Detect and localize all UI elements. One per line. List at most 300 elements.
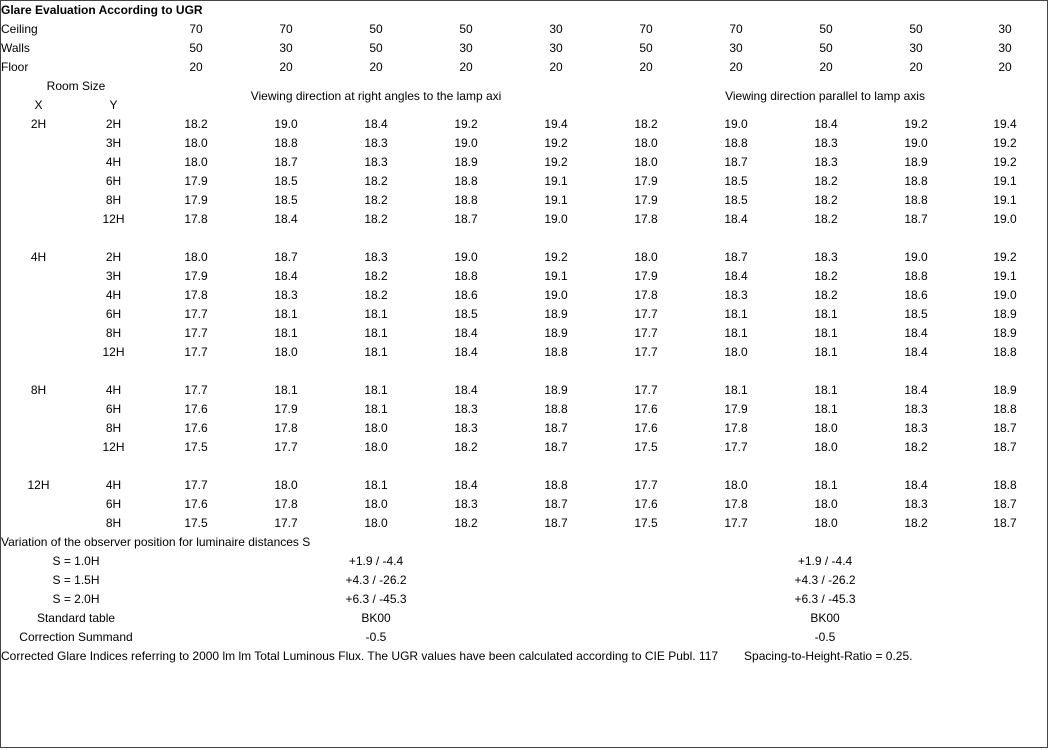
ugr-value: 18.7 [544,497,568,511]
ugr-value: 17.8 [274,497,298,511]
data-row [1,419,1049,438]
ugr-value: 18.8 [544,345,568,359]
ugr-value: 18.2 [814,269,838,283]
ugr-value: 19.0 [544,212,568,226]
ugr-value: 17.8 [724,421,748,435]
ugr-value: 18.4 [274,269,298,283]
ugr-value: 19.0 [454,250,478,264]
ugr-value: 18.3 [364,250,388,264]
variation-label: S = 1.5H [52,573,100,587]
ceiling-value-1: 70 [189,22,203,36]
ugr-value: 18.8 [993,478,1017,492]
variation-perp-value: +6.3 / -45.3 [345,592,407,606]
variation-perp-value: +4.3 / -26.2 [345,573,407,587]
ugr-value: 19.1 [993,174,1017,188]
ugr-value: 19.2 [904,117,928,131]
group-spacer-row [1,362,1049,381]
ugr-value: 18.2 [364,212,388,226]
ugr-value: 17.9 [634,193,658,207]
ugr-value: 18.4 [724,212,748,226]
surface-row-walls [1,39,1049,58]
ugr-value: 18.0 [184,155,208,169]
ugr-value: 18.1 [364,402,388,416]
ugr-value: 18.4 [454,383,478,397]
footnote-text: Corrected Glare Indices referring to 2000 lm lm Total Luminous Flux. The UGR values have been calculated according to CIE Publ. 117 [1,649,719,663]
surface-label-walls: Walls [1,41,30,55]
ugr-value: 17.8 [724,497,748,511]
ugr-value: 18.8 [904,269,928,283]
variation-par-value: +4.3 / -26.2 [794,573,856,587]
ugr-value: 19.2 [544,155,568,169]
ugr-value: 17.7 [634,478,658,492]
ugr-value: 18.9 [993,383,1017,397]
ugr-value: 18.2 [364,269,388,283]
ugr-value: 19.2 [993,250,1017,264]
ugr-value: 19.0 [904,136,928,150]
ugr-value: 19.1 [993,269,1017,283]
variation-header-row [1,533,1049,552]
data-row [1,305,1049,324]
ugr-value: 17.6 [634,402,658,416]
group-x-label: 4H [30,250,47,264]
ugr-value: 18.7 [993,516,1017,530]
ugr-value: 17.7 [184,307,208,321]
ugr-value: 18.4 [814,117,838,131]
group-x-spacer [1,495,76,514]
row-y-label: 3H [105,136,122,150]
ugr-value: 17.7 [724,516,748,530]
ugr-value: 17.7 [274,440,298,454]
ugr-value: 18.0 [634,250,658,264]
ugr-value: 18.7 [274,155,298,169]
ugr-value: 18.8 [274,136,298,150]
ugr-value: 18.5 [454,307,478,321]
ugr-value: 18.0 [814,440,838,454]
ugr-value: 18.2 [814,288,838,302]
ugr-value: 18.7 [544,421,568,435]
walls-value-1: 50 [189,41,203,55]
ugr-value: 18.8 [454,193,478,207]
ugr-value: 18.2 [184,117,208,131]
ugr-value: 17.5 [184,440,208,454]
walls-value-3: 50 [369,41,383,55]
ugr-value: 18.8 [544,402,568,416]
ugr-value: 17.9 [274,402,298,416]
ugr-value: 19.1 [993,193,1017,207]
row-y-label: 12H [102,212,125,226]
group-x-spacer [1,172,76,191]
axis-y-label: Y [109,98,118,112]
walls-value-8: 50 [819,41,833,55]
ugr-value: 18.1 [814,402,838,416]
ugr-value: 18.1 [274,307,298,321]
ugr-value: 18.3 [364,155,388,169]
walls-value-7: 30 [729,41,743,55]
surface-row-floor [1,58,1049,77]
ugr-value: 19.0 [454,136,478,150]
ugr-value: 18.0 [814,421,838,435]
ugr-value: 18.2 [904,516,928,530]
data-row [1,343,1049,362]
ugr-value: 18.7 [993,421,1017,435]
ugr-value: 18.3 [274,288,298,302]
ugr-value: 17.7 [274,516,298,530]
ugr-value: 18.7 [544,516,568,530]
ugr-value: 18.0 [364,516,388,530]
ugr-value: 19.1 [544,269,568,283]
group-x-spacer [1,419,76,438]
ugr-value: 18.8 [993,345,1017,359]
ugr-value: 18.0 [184,250,208,264]
ugr-value: 18.2 [634,117,658,131]
ugr-value: 17.8 [184,288,208,302]
ugr-value: 19.2 [454,117,478,131]
group-x-label: 12H [27,478,50,492]
ugr-value: 19.2 [544,250,568,264]
group-spacer-row [1,457,1049,476]
ugr-value: 19.1 [544,193,568,207]
ugr-value: 19.2 [544,136,568,150]
group-x-spacer [1,153,76,172]
data-row [1,115,1049,134]
ugr-value: 18.4 [904,478,928,492]
row-y-label: 8H [105,516,122,530]
row-y-label: 12H [102,440,125,454]
ugr-value: 17.6 [634,421,658,435]
floor-value-3: 20 [369,60,383,74]
footnote-cell [1,647,1049,666]
ugr-value: 18.5 [274,174,298,188]
data-row [1,286,1049,305]
ugr-value: 18.4 [724,269,748,283]
data-row [1,495,1049,514]
ugr-value: 17.7 [724,440,748,454]
ceiling-value-2: 70 [279,22,293,36]
ugr-value: 18.3 [904,402,928,416]
ugr-value: 17.7 [634,307,658,321]
ugr-value: 18.0 [634,155,658,169]
ugr-value: 18.3 [724,288,748,302]
ugr-value: 18.6 [904,288,928,302]
ugr-value: 19.0 [993,212,1017,226]
ugr-value: 17.8 [274,421,298,435]
ugr-value: 17.7 [184,478,208,492]
ceiling-value-5: 30 [549,22,563,36]
group-x-spacer [1,400,76,419]
data-row [1,210,1049,229]
data-row [1,248,1049,267]
ugr-value: 17.9 [724,402,748,416]
ugr-value: 18.5 [724,174,748,188]
variation-label: S = 1.0H [52,554,100,568]
ugr-value: 18.1 [274,383,298,397]
ugr-value: 17.7 [184,326,208,340]
ugr-value: 17.8 [184,212,208,226]
ugr-table [1,1,1049,666]
data-row [1,324,1049,343]
ugr-value: 18.3 [814,250,838,264]
group-x-label: 2H [30,117,47,131]
ugr-value: 18.7 [993,497,1017,511]
floor-value-4: 20 [459,60,473,74]
ugr-value: 18.9 [993,326,1017,340]
ugr-value: 18.7 [724,250,748,264]
page-title: Glare Evaluation According to UGR [1,3,203,17]
ugr-value: 18.3 [454,421,478,435]
data-row [1,172,1049,191]
ugr-value: 18.1 [724,383,748,397]
ugr-value: 18.1 [814,326,838,340]
ugr-value: 18.1 [364,307,388,321]
ugr-value: 17.7 [184,345,208,359]
variation-perp-value: +1.9 / -4.4 [348,554,404,568]
data-row [1,400,1049,419]
ugr-value: 18.3 [814,136,838,150]
floor-value-5: 20 [549,60,563,74]
ugr-value: 18.8 [724,136,748,150]
ugr-value: 18.9 [544,307,568,321]
ugr-value: 18.1 [364,383,388,397]
data-row [1,438,1049,457]
ugr-value: 18.0 [724,478,748,492]
ugr-value: 18.1 [814,345,838,359]
walls-value-5: 30 [549,41,563,55]
ugr-value: 18.1 [724,326,748,340]
ugr-value: 18.4 [904,383,928,397]
ugr-value: 19.2 [993,155,1017,169]
ugr-value: 17.7 [634,326,658,340]
ceiling-value-8: 50 [819,22,833,36]
ugr-value: 18.4 [904,326,928,340]
direction-header-parallel: Viewing direction parallel to lamp axis [725,88,925,103]
floor-value-2: 20 [279,60,293,74]
ugr-value: 19.0 [274,117,298,131]
ugr-value: 18.5 [274,193,298,207]
data-row [1,476,1049,495]
ugr-value: 18.2 [814,193,838,207]
ugr-value: 17.9 [184,193,208,207]
ugr-value: 18.2 [904,440,928,454]
data-row [1,381,1049,400]
ugr-value: 18.0 [814,497,838,511]
ugr-value: 18.3 [454,402,478,416]
group-x-spacer [1,210,76,229]
row-y-label: 6H [105,402,122,416]
floor-value-1: 20 [189,60,203,74]
group-x-spacer [1,191,76,210]
ugr-value: 18.5 [724,193,748,207]
ugr-value: 18.3 [904,497,928,511]
row-y-label: 4H [105,288,122,302]
ugr-value: 18.3 [814,155,838,169]
data-row [1,267,1049,286]
ugr-value: 18.5 [904,307,928,321]
standard-table-perp: BK00 [361,611,391,625]
ugr-value: 18.8 [993,402,1017,416]
data-row [1,191,1049,210]
ugr-value: 18.1 [364,345,388,359]
walls-value-4: 30 [459,41,473,55]
ugr-value: 18.1 [364,326,388,340]
ceiling-value-6: 70 [639,22,653,36]
ugr-value: 18.2 [364,174,388,188]
ugr-value: 17.8 [634,288,658,302]
ugr-value: 18.8 [544,478,568,492]
ugr-value: 18.0 [364,421,388,435]
ugr-value: 18.1 [724,307,748,321]
ugr-value: 18.4 [454,326,478,340]
ugr-value: 18.6 [454,288,478,302]
ugr-value: 18.7 [544,440,568,454]
ugr-value: 18.0 [724,345,748,359]
ceiling-value-7: 70 [729,22,743,36]
floor-value-7: 20 [729,60,743,74]
ugr-value: 17.6 [184,421,208,435]
ugr-value: 18.0 [184,136,208,150]
walls-value-9: 30 [909,41,923,55]
row-y-label: 8H [105,326,122,340]
row-y-label: 6H [105,307,122,321]
ugr-value: 18.7 [274,250,298,264]
ugr-value: 18.7 [993,440,1017,454]
row-y-label: 2H [105,250,122,264]
data-row [1,514,1049,533]
ugr-value: 18.8 [454,269,478,283]
group-x-label: 8H [30,383,47,397]
row-y-label: 8H [105,193,122,207]
data-row [1,153,1049,172]
surface-label-ceiling: Ceiling [1,22,38,36]
ugr-value: 18.7 [724,155,748,169]
group-x-spacer [1,343,76,362]
footnote-row [1,647,1049,666]
row-y-label: 4H [105,478,122,492]
ugr-value: 17.5 [634,516,658,530]
ugr-value: 19.0 [993,288,1017,302]
ugr-value: 18.0 [274,478,298,492]
ugr-value: 17.6 [184,402,208,416]
ugr-value: 19.1 [544,174,568,188]
variation-par-value: +1.9 / -4.4 [797,554,853,568]
ugr-value: 19.4 [993,117,1017,131]
group-x-spacer [1,514,76,533]
ugr-value: 18.4 [364,117,388,131]
row-y-label: 2H [105,117,122,131]
ugr-value: 18.4 [454,478,478,492]
variation-label: S = 2.0H [52,592,100,606]
group-x-spacer [1,267,76,286]
ugr-value: 18.2 [814,174,838,188]
floor-value-6: 20 [639,60,653,74]
walls-value-2: 30 [279,41,293,55]
ugr-value: 17.9 [184,269,208,283]
correction-summand-label: Correction Summand [19,630,133,644]
ugr-value: 18.4 [274,212,298,226]
ugr-value: 18.8 [904,174,928,188]
correction-summand-perp: -0.5 [365,630,387,644]
floor-value-8: 20 [819,60,833,74]
ceiling-value-4: 50 [459,22,473,36]
row-y-label: 4H [105,155,122,169]
standard-table-label: Standard table [36,611,116,625]
ugr-value: 18.0 [634,136,658,150]
row-y-label: 6H [105,497,122,511]
ugr-value: 19.0 [544,288,568,302]
ugr-value: 18.9 [904,155,928,169]
ugr-value: 18.9 [993,307,1017,321]
ugr-value: 18.4 [904,345,928,359]
variation-row [1,571,1049,590]
floor-value-9: 20 [909,60,923,74]
ugr-value: 18.9 [544,326,568,340]
ceiling-value-9: 50 [909,22,923,36]
correction-summand-par: -0.5 [814,630,836,644]
row-y-label: 6H [105,174,122,188]
ugr-value: 17.5 [634,440,658,454]
ugr-value: 19.2 [993,136,1017,150]
standard-table-par: BK00 [810,611,840,625]
ugr-value: 18.0 [364,497,388,511]
group-x-spacer [1,286,76,305]
ugr-value: 18.9 [454,155,478,169]
row-y-label: 12H [102,345,125,359]
group-spacer-row [1,229,1049,248]
ugr-value: 18.1 [274,326,298,340]
row-y-label: 8H [105,421,122,435]
ugr-value: 18.3 [454,497,478,511]
variation-header: Variation of the observer position for luminaire distances S [1,535,311,549]
ugr-value: 18.0 [274,345,298,359]
direction-header-perpendicular: Viewing direction at right angles to the lamp axi [250,88,502,103]
group-x-spacer [1,438,76,457]
group-x-spacer [1,134,76,153]
ugr-value: 18.1 [814,383,838,397]
ugr-value: 17.9 [634,269,658,283]
ugr-value: 18.2 [454,440,478,454]
ugr-value: 17.9 [184,174,208,188]
walls-value-10: 30 [998,41,1012,55]
ugr-value: 19.0 [724,117,748,131]
room-size-header-row [1,77,1049,96]
variation-par-value: +6.3 / -45.3 [794,592,856,606]
standard-table-row [1,609,1049,628]
ugr-value: 18.2 [364,193,388,207]
ugr-value: 18.1 [814,307,838,321]
ugr-value: 17.7 [184,383,208,397]
ugr-value: 17.7 [634,383,658,397]
ugr-value: 18.9 [544,383,568,397]
ugr-value: 18.0 [814,516,838,530]
walls-value-6: 50 [639,41,653,55]
ugr-value: 18.1 [814,478,838,492]
ugr-value: 18.2 [364,288,388,302]
ugr-value: 18.8 [454,174,478,188]
ugr-value: 18.4 [454,345,478,359]
ugr-value: 17.7 [634,345,658,359]
ugr-value: 17.9 [634,174,658,188]
ugr-value: 17.5 [184,516,208,530]
spacing-ratio-text: Spacing-to-Height-Ratio = 0.25. [744,649,913,663]
ugr-value: 18.0 [364,440,388,454]
ceiling-value-10: 30 [998,22,1012,36]
ugr-value: 18.7 [454,212,478,226]
ugr-value: 18.3 [364,136,388,150]
correction-summand-row [1,628,1049,647]
ugr-value: 19.0 [904,250,928,264]
ugr-value: 19.4 [544,117,568,131]
ugr-value: 18.2 [454,516,478,530]
row-y-label: 4H [105,383,122,397]
